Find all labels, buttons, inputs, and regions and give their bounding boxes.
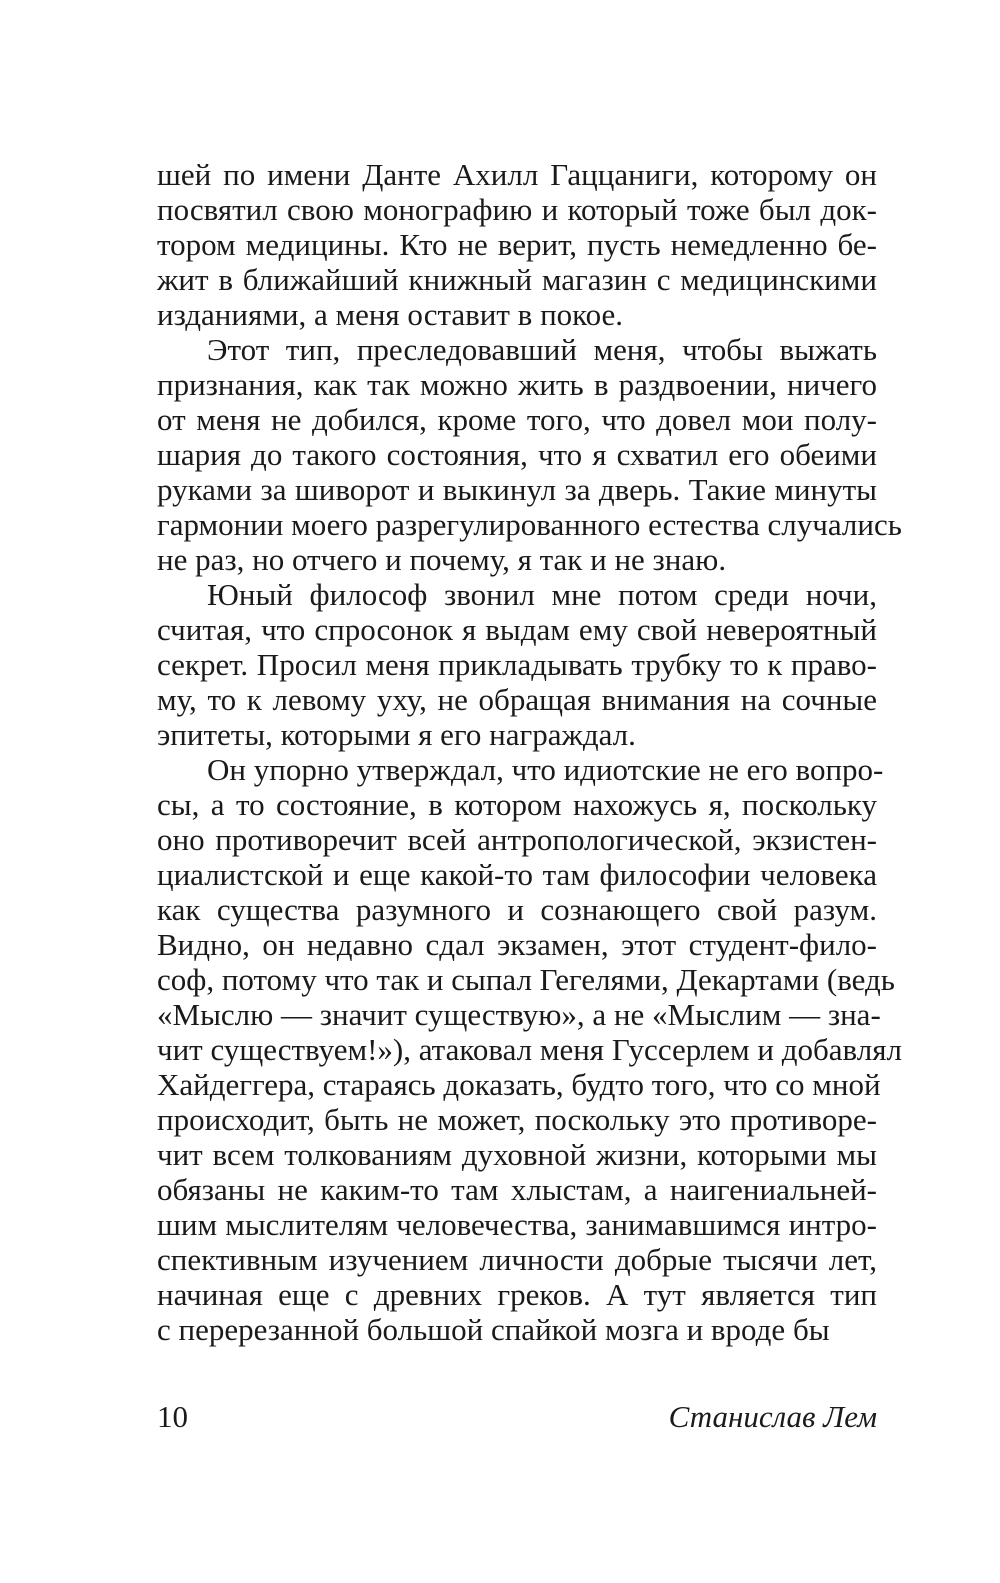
- body-text: [157, 157, 902, 1347]
- text-line: шим мыслителям человечества, занимавшимся интро-: [157, 1207, 877, 1242]
- page-number: 10: [157, 1399, 188, 1434]
- text-line: начиная еще с древних греков. А тут является тип: [157, 1277, 877, 1312]
- text-line: изданиями, а меня оставит в покое.: [157, 297, 624, 332]
- paragraph: [157, 332, 902, 577]
- text-line: с перерезанной большой спайкой мозга и вроде бы: [157, 1312, 830, 1347]
- paragraph: [157, 752, 902, 1347]
- text-line: чит всем толкованиям духовной жизни, которыми мы: [157, 1137, 877, 1172]
- text-line: сы, а то состояние, в котором нахожусь я, поскольку: [157, 787, 877, 822]
- text-line: шей по имени Данте Ахилл Гаццаниги, которому он: [157, 157, 877, 192]
- text-line: как существа разумного и сознающего свой разум.: [157, 892, 877, 927]
- text-line: Видно, он недавно сдал экзамен, этот студент-фило-: [157, 927, 877, 962]
- text-line: му, то к левому уху, не обращая внимания на сочные: [157, 682, 877, 717]
- text-line: Этот тип, преследовавший меня, чтобы выжать: [207, 332, 877, 367]
- text-line: секрет. Просил меня прикладывать трубку то к право-: [157, 647, 877, 682]
- text-line: Хайдеггера, стараясь доказать, будто того, что со мной: [157, 1067, 881, 1102]
- text-line: Юный философ звонил мне потом среди ночи,: [207, 577, 877, 612]
- text-line: руками за шиворот и выкинул за дверь. Такие минуты: [157, 472, 877, 507]
- text-line: происходит, быть не может, поскольку это противоре-: [157, 1102, 877, 1137]
- text-line: от меня не добился, кроме того, что довел мои полу-: [157, 402, 877, 437]
- text-line: посвятил свою монографию и который тоже был док-: [157, 192, 877, 227]
- text-line: соф, потому что так и сыпал Гегелями, Декартами (ведь: [157, 962, 895, 997]
- text-line: шария до такого состояния, что я схватил его обеими: [157, 437, 877, 472]
- text-line: гармонии моего разрегулированного естества случались: [157, 507, 902, 542]
- text-line: «Мыслю — значит существую», а не «Мыслим — зна-: [157, 997, 881, 1032]
- paragraph: [157, 157, 877, 332]
- text-line: жит в ближайший книжный магазин с медицинскими: [157, 262, 877, 297]
- text-line: чит существуем!»), атаковал меня Гуссерлем и добавлял: [157, 1032, 902, 1067]
- text-line: считая, что спросонок я выдам ему свой невероятный: [157, 612, 877, 647]
- text-line: признания, как так можно жить в раздвоении, ничего: [157, 367, 877, 402]
- text-line: спективным изучением личности добрые тысячи лет,: [157, 1242, 877, 1277]
- text-line: циалистской и еще какой-то там философии человека: [157, 857, 877, 892]
- text-line: обязаны не каким-то там хлыстам, а наигениальней-: [157, 1172, 877, 1207]
- paragraph: [157, 577, 877, 752]
- text-line: не раз, но отчего и почему, я так и не знаю.: [157, 542, 727, 577]
- text-line: оно противоречит всей антропологической, экзистен-: [157, 822, 877, 857]
- text-line: Он упорно утверждал, что идиотские не его вопро-: [207, 752, 884, 787]
- text-line: эпитеты, которыми я его награждал.: [157, 717, 636, 752]
- running-footer-author: Станислав Лем: [668, 1399, 877, 1434]
- text-line: тором медицины. Кто не верит, пусть немедленно бе-: [157, 227, 877, 262]
